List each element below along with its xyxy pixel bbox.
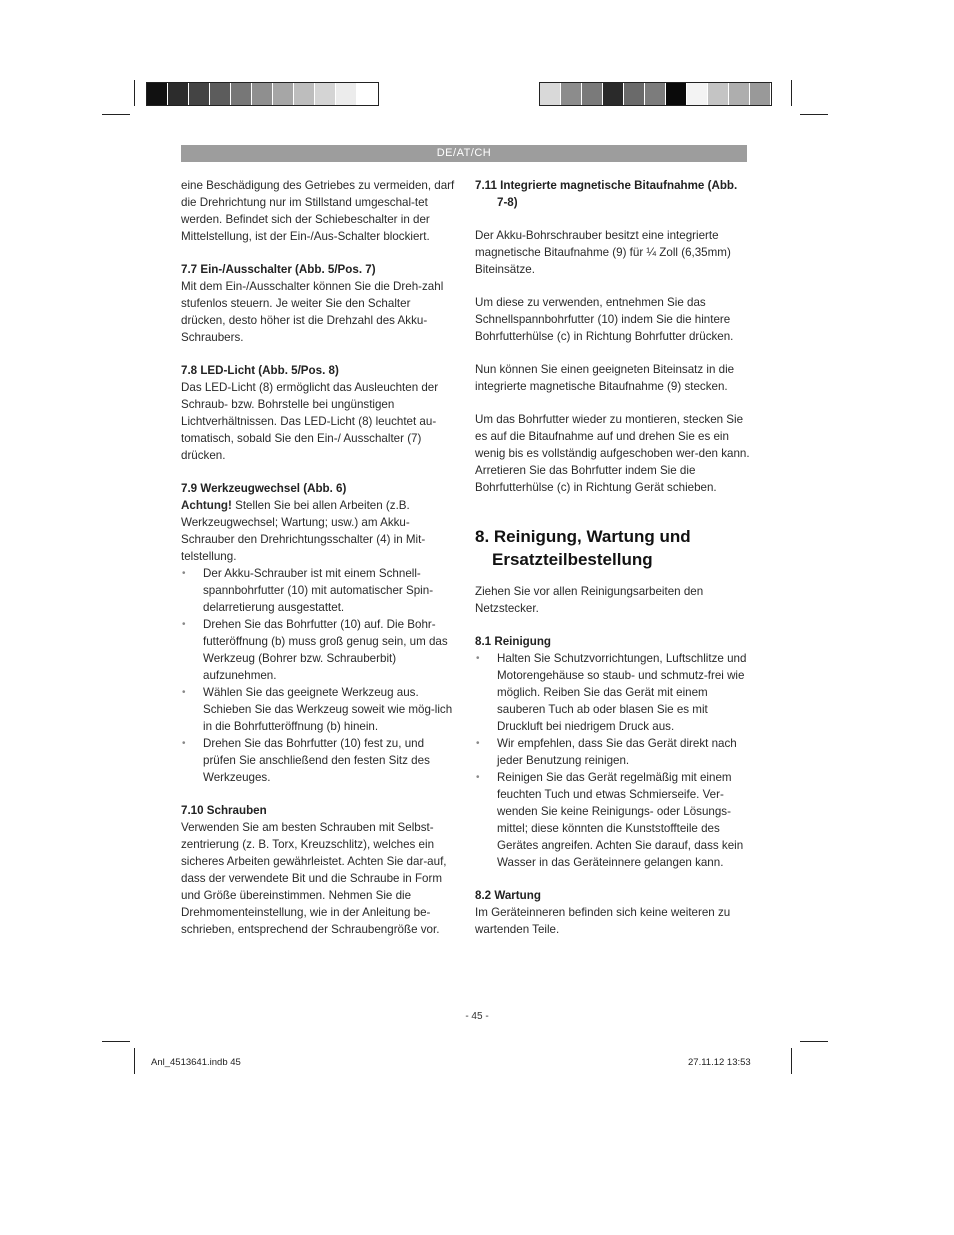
- color-swatch: [687, 83, 708, 105]
- list-item: [475, 650, 750, 735]
- list-item-text: Drehen Sie das Bohrfutter (10) fest zu, und prüfen Sie anschließend den festen Sitz des Werkzeuges.: [203, 737, 430, 784]
- bullet-icon: •: [182, 738, 186, 749]
- list-item: [181, 616, 455, 684]
- color-swatch: [168, 83, 189, 105]
- color-swatch: [357, 83, 378, 105]
- color-swatch: [666, 83, 687, 105]
- color-swatch: [729, 83, 750, 105]
- color-swatch: [708, 83, 729, 105]
- color-swatch: [645, 83, 666, 105]
- section-7-8-heading: 7.8 LED-Licht (Abb. 5/Pos. 8): [181, 364, 339, 377]
- crop-mark: [102, 114, 130, 115]
- list-item-text: Wählen Sie das geeignete Werkzeug aus. Schieben Sie das Werkzeug soweit wie mög-lich in die Bohrfutteröffnung (b) hinein.: [203, 686, 453, 733]
- list-item-text: Reinigen Sie das Gerät regelmäßig mit einem feuchten Tuch und etwas Schmierseife. Ver-wenden Sie keine Reinigungs- oder Lösungs-mittel; diese könnten die Kunststoffteile des Gerätes angreifen. Achten Sie darauf, dass kein Wasser in das Geräteinnere gelangen kann.: [497, 771, 744, 869]
- section-7-10-text: Verwenden Sie am besten Schrauben mit Selbst-zentrierung (z. B. Torx, Kreuzschlitz), welches ein sicheres Arbeiten gewährleistet. Achten Sie dar-auf, dass der verwendete Bit und die Schraube in Form und Größe übereinstimmen. Nehmen Sie die Drehmomenteinstellung, wie in der Anleitung be-schrieben, entsprechend der Schraubengröße vor.: [181, 821, 447, 936]
- color-swatch: [294, 83, 315, 105]
- list-item-text: Halten Sie Schutzvorrichtungen, Luftschlitze und Motorengehäuse so staub- und schmutz-frei wie möglich. Reiben Sie das Gerät mit einem sauberen Tuch ab oder blasen Sie es mit Druckluft bei niedrigem Druck aus.: [497, 652, 747, 733]
- crop-mark: [791, 1048, 792, 1074]
- section-7-11-paragraph: Um diese zu verwenden, entnehmen Sie das Schnellspannbohrfutter (10) indem Sie die hintere Bohrfutterhülse (c) in Richtung Bohrfutter drücken.: [475, 296, 734, 343]
- warning-text: Stellen Sie bei allen Arbeiten (z.B. Werkzeugwechsel; Wartung; usw.) am Akku-Schrauber den Drehrichtungsschalter (4) in Mit-telstellung.: [181, 499, 426, 563]
- color-swatch: [561, 83, 582, 105]
- crop-mark: [800, 1041, 828, 1042]
- color-calibration-bar-left: [146, 82, 379, 106]
- section-8-1-heading: 8.1 Reinigung: [475, 635, 552, 648]
- crop-mark: [134, 1048, 135, 1074]
- section-8-intro: Ziehen Sie vor allen Reinigungsarbeiten den Netzstecker.: [475, 585, 704, 615]
- language-header-bar: DE/AT/CH: [181, 145, 747, 162]
- bullet-icon: •: [476, 772, 480, 783]
- section-7-11-paragraph: Nun können Sie einen geeigneten Biteinsatz in die integrierte magnetische Bitaufnahme (9) stecken.: [475, 363, 735, 393]
- section-7-8-text: Das LED-Licht (8) ermöglicht das Ausleuchten der Schraub- bzw. Bohrstelle bei ungünstigen Lichtverhältnissen. Das LED-Licht (8) leuchtet au-tomatisch, sobald Sie den Ein-/ Ausschalter (7) drücken.: [181, 381, 439, 462]
- color-swatch: [315, 83, 336, 105]
- section-7-11-heading: 7.11 Integrierte magnetische Bitaufnahme (Abb. 7-8): [475, 179, 738, 209]
- color-swatch: [540, 83, 561, 105]
- color-swatch: [273, 83, 294, 105]
- section-8-2-text: Im Geräteinneren befinden sich keine weiteren zu wartenden Teile.: [475, 906, 731, 936]
- bullet-icon: •: [476, 738, 480, 749]
- bullet-icon: •: [182, 687, 186, 698]
- section-8-1-list: [475, 650, 750, 871]
- color-swatch: [624, 83, 645, 105]
- color-swatch: [147, 83, 168, 105]
- list-item-text: Wir empfehlen, dass Sie das Gerät direkt nach jeder Benutzung reinigen.: [497, 737, 737, 767]
- color-swatch: [750, 83, 771, 105]
- warning-label: Achtung!: [181, 499, 232, 512]
- color-swatch: [210, 83, 231, 105]
- color-swatch: [582, 83, 603, 105]
- section-8-2-heading: 8.2 Wartung: [475, 889, 541, 902]
- section-7-9-list: [181, 565, 455, 786]
- left-column: [181, 177, 455, 938]
- list-item: [181, 684, 455, 735]
- section-8-heading: 8. Reinigung, Wartung und Ersatzteilbestellung: [475, 527, 691, 569]
- crop-mark: [134, 80, 135, 106]
- list-item: [475, 735, 750, 769]
- list-item-text: Der Akku-Schrauber ist mit einem Schnell-spannbohrfutter (10) mit automatischer Spin-delarretierung ausgestattet.: [203, 567, 434, 614]
- color-swatch: [189, 83, 210, 105]
- color-swatch: [252, 83, 273, 105]
- section-7-9-text: [181, 497, 455, 565]
- intro-paragraph: eine Beschädigung des Getriebes zu vermeiden, darf die Drehrichtung nur im Stillstand umgeschal-tet werden. Befindet sich der Schiebeschalter in der Mittelstellung, ist der Ein-/Aus-Schalter blockiert.: [181, 179, 455, 243]
- crop-mark: [102, 1041, 130, 1042]
- bullet-icon: •: [182, 619, 186, 630]
- section-7-9-heading: 7.9 Werkzeugwechsel (Abb. 6): [181, 482, 347, 495]
- color-swatch: [603, 83, 624, 105]
- color-swatch: [231, 83, 252, 105]
- list-item: [475, 769, 750, 871]
- color-swatch: [336, 83, 357, 105]
- list-item: [181, 565, 455, 616]
- section-7-10-heading: 7.10 Schrauben: [181, 804, 267, 817]
- file-info: Anl_4513641.indb 45: [151, 1057, 241, 1068]
- section-7-7-text: Mit dem Ein-/Ausschalter können Sie die Dreh-zahl stufenlos steuern. Je weiter Sie den Schalter drücken, desto höher ist die Drehzahl des Akku-Schraubers.: [181, 280, 444, 344]
- print-date: 27.11.12 13:53: [688, 1057, 751, 1068]
- page-number: - 45 -: [465, 1011, 489, 1022]
- right-column: [475, 177, 750, 938]
- crop-mark: [800, 114, 828, 115]
- list-item: [181, 735, 455, 786]
- color-calibration-bar-right: [539, 82, 772, 106]
- list-item-text: Drehen Sie das Bohrfutter (10) auf. Die Bohr-futteröffnung (b) muss groß genug sein, um das Werkzeug (Bohrer bzw. Schrauberbit) aufzunehmen.: [203, 618, 448, 682]
- section-7-11-paragraph: Um das Bohrfutter wieder zu montieren, stecken Sie es auf die Bitaufnahme auf und drehen Sie es ein wenig bis es vollständig aufgeschoben wer-den kann. Arretieren Sie das Bohrfutter indem Sie die Bohrfutterhülse (c) in Richtung Gerät schieben.: [475, 413, 750, 494]
- bullet-icon: •: [182, 568, 186, 579]
- section-7-7-heading: 7.7 Ein-/Ausschalter (Abb. 5/Pos. 7): [181, 263, 376, 276]
- section-7-11-paragraph: Der Akku-Bohrschrauber besitzt eine integrierte magnetische Bitaufnahme (9) für ¼ Zoll (6,35mm) Biteinsätze.: [475, 229, 731, 276]
- bullet-icon: •: [476, 653, 480, 664]
- crop-mark: [791, 80, 792, 106]
